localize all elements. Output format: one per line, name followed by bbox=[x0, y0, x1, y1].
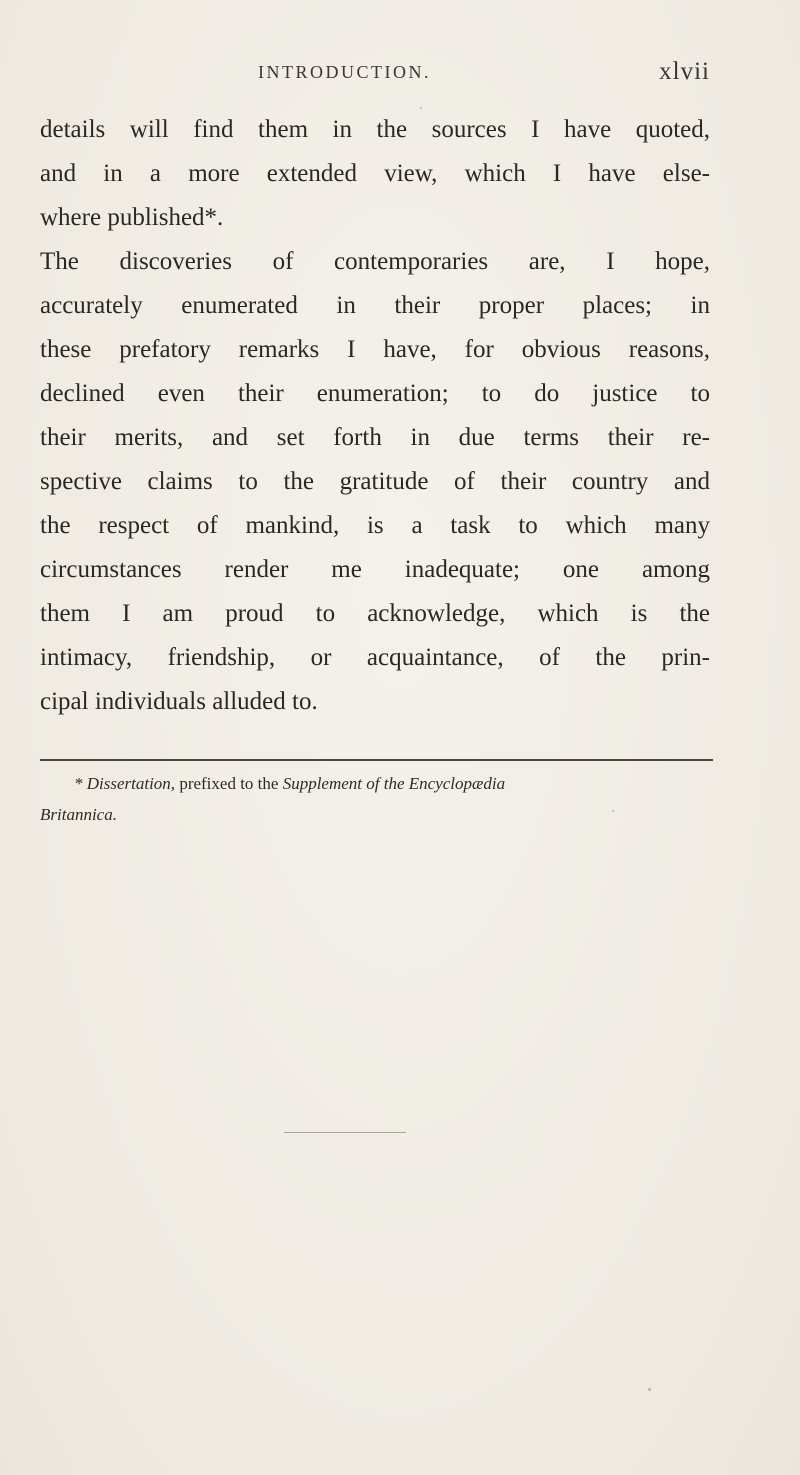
text-line: The discoveries of contemporaries are, I hope, bbox=[40, 248, 710, 275]
text-line: the respect of mankind, is a task to which many bbox=[40, 512, 710, 539]
footnote-marker: * bbox=[74, 774, 83, 793]
text-line: intimacy, friendship, or acquaintance, of the prin- bbox=[40, 644, 710, 671]
paper-speck bbox=[612, 810, 614, 812]
paper-speck bbox=[420, 107, 422, 109]
main-text bbox=[40, 108, 710, 724]
footnote-middle: prefixed to the bbox=[175, 774, 283, 793]
text-line: and in a more extended view, which I have else- bbox=[40, 160, 710, 187]
footnote-work: Supplement of the Encyclopædia bbox=[282, 774, 506, 793]
footnote bbox=[40, 768, 710, 830]
text-line: spective claims to the gratitude of their country and bbox=[40, 468, 710, 495]
footnote-title: Dissertation, bbox=[86, 774, 176, 793]
running-head: INTRODUCTION. bbox=[258, 62, 431, 82]
paper-speck bbox=[648, 1388, 651, 1391]
text-line: details will find them in the sources I have quoted, bbox=[40, 116, 710, 143]
footnote-continuation: Britannica. bbox=[40, 805, 117, 824]
footnote-line bbox=[40, 768, 710, 799]
text-line: circumstances render me inadequate; one among bbox=[40, 556, 710, 583]
text-line: where published*. bbox=[40, 204, 224, 231]
decorative-rule bbox=[284, 1132, 406, 1133]
text-line: their merits, and set forth in due terms their re- bbox=[40, 424, 710, 451]
page-header bbox=[40, 60, 710, 94]
page-number: xlvii bbox=[659, 58, 710, 85]
text-line: accurately enumerated in their proper places; in bbox=[40, 292, 710, 319]
text-line: these prefatory remarks I have, for obvious reasons, bbox=[40, 336, 710, 363]
footnote-rule bbox=[40, 759, 713, 761]
text-line: them I am proud to acknowledge, which is the bbox=[40, 600, 710, 627]
text-line: cipal individuals alluded to. bbox=[40, 688, 318, 715]
text-line: declined even their enumeration; to do justice to bbox=[40, 380, 710, 407]
